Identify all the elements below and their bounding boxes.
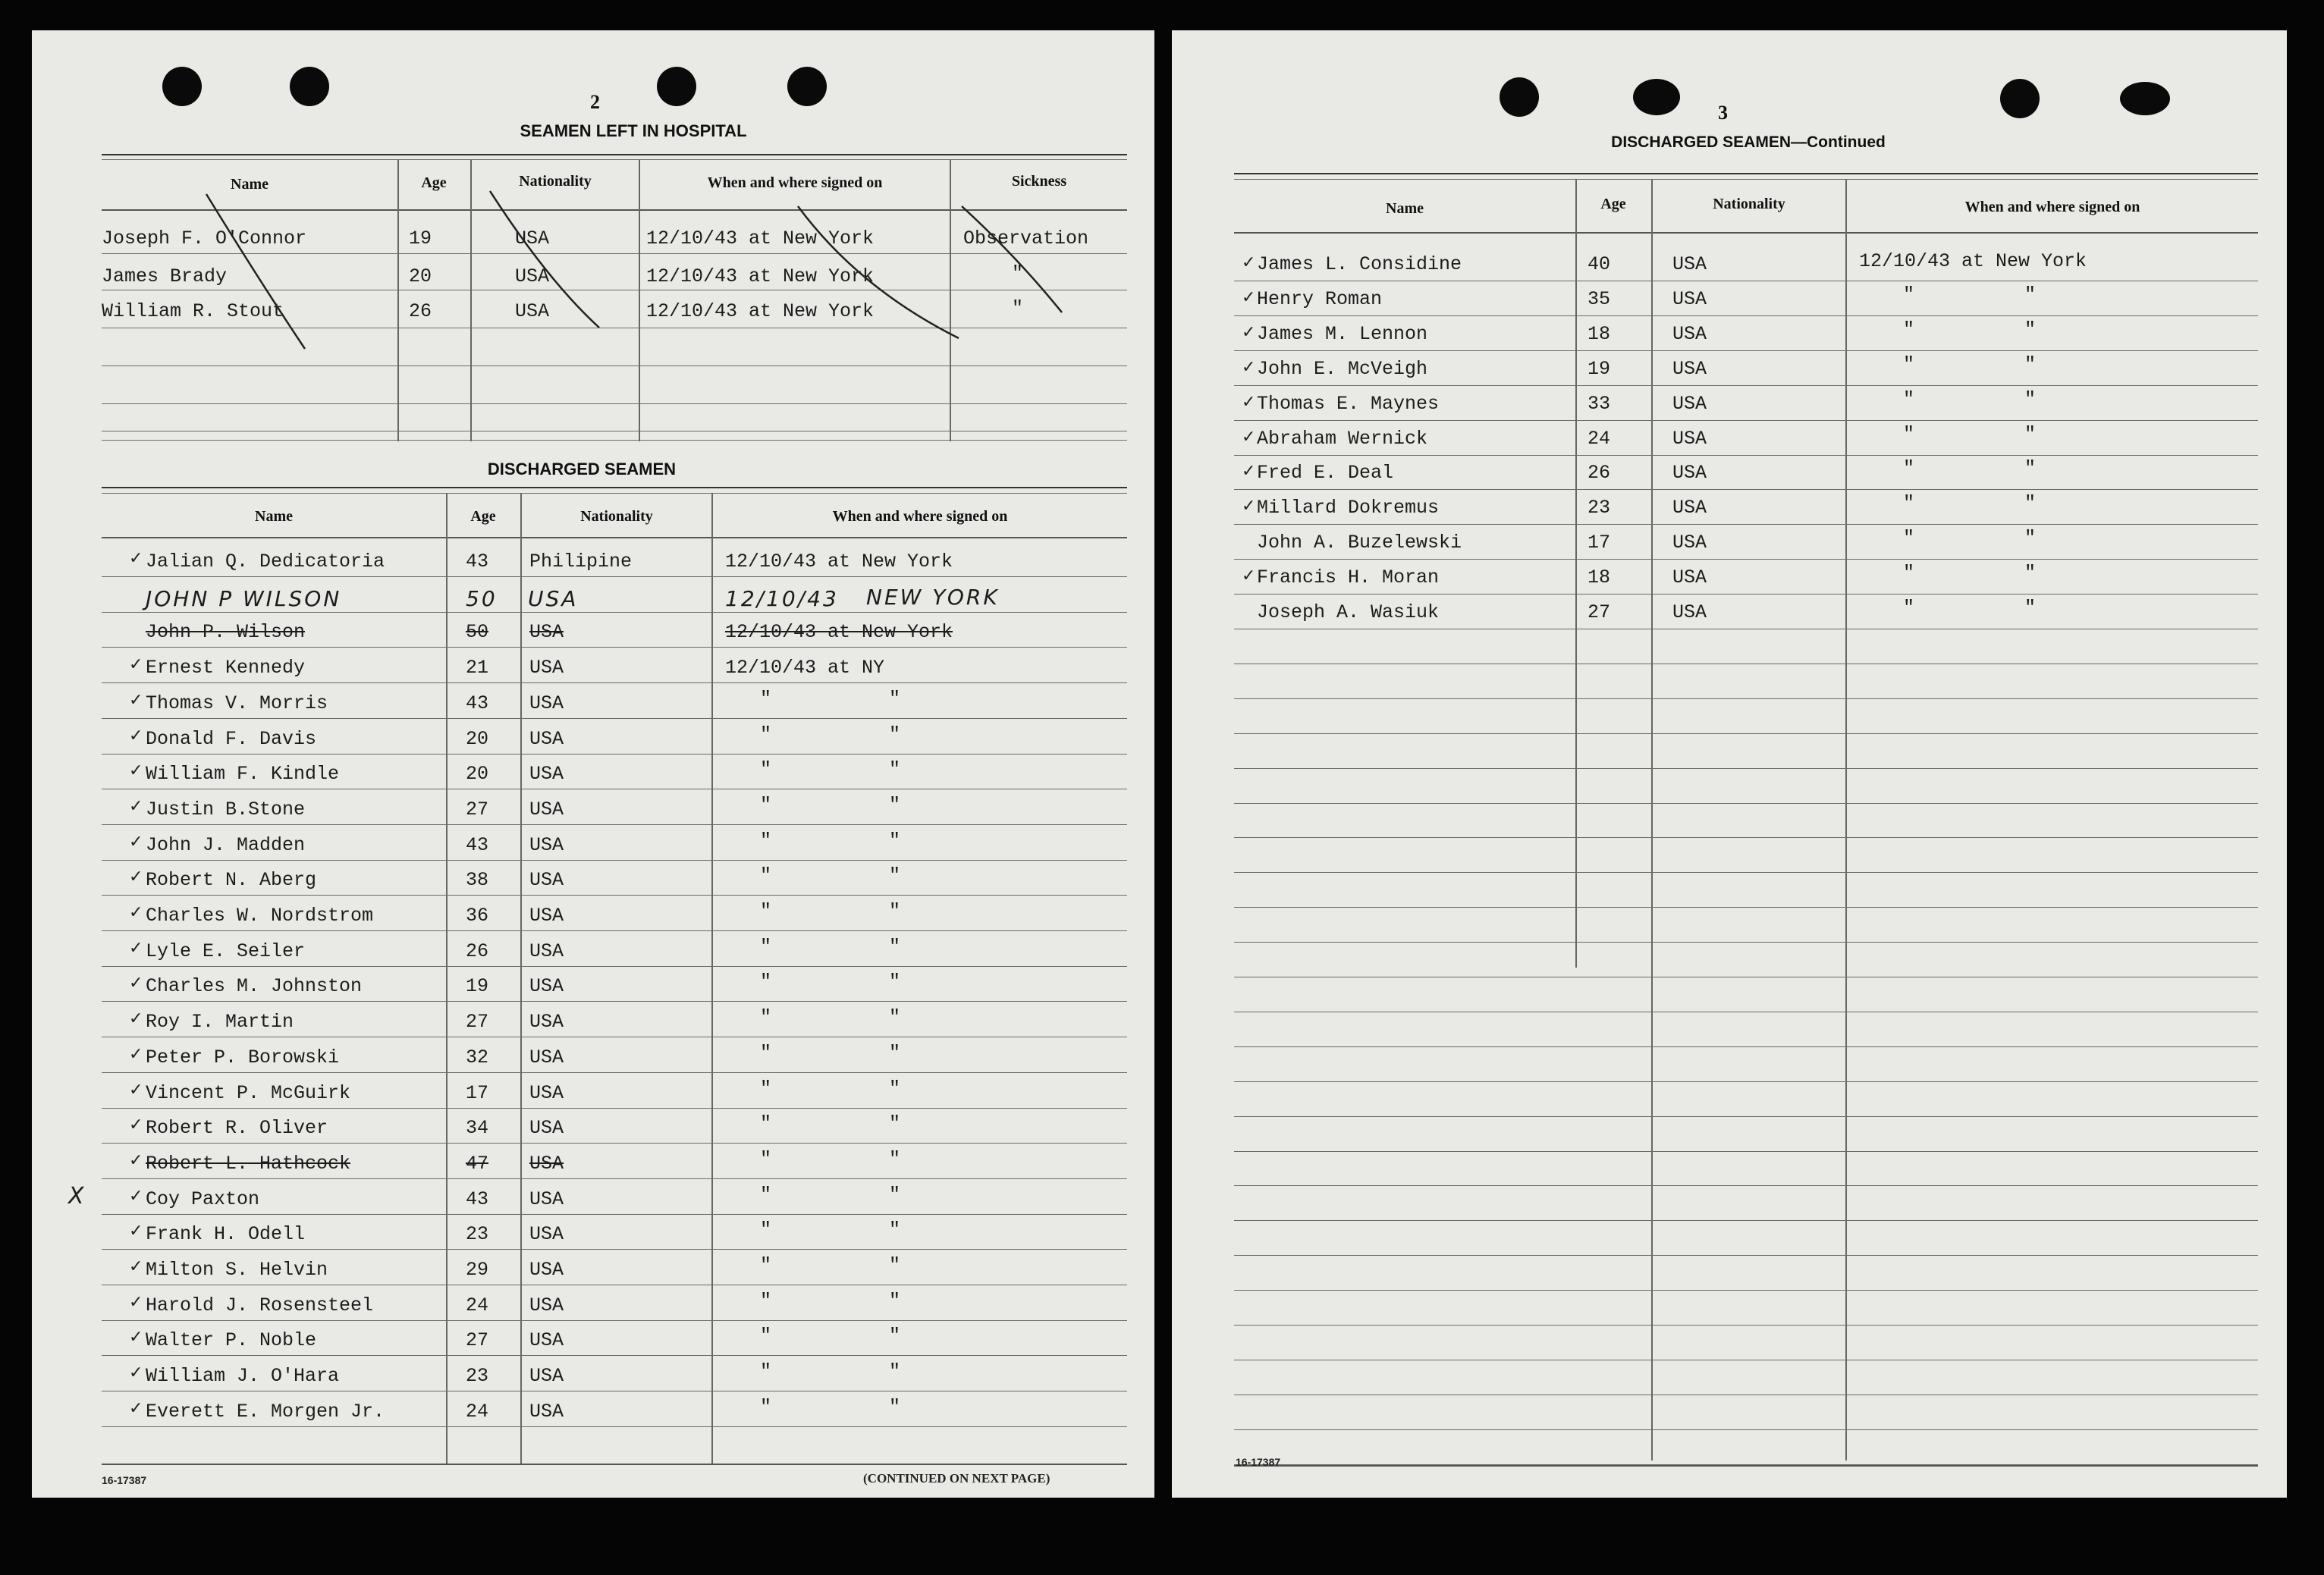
- ditto-mark: ": [1903, 422, 1915, 445]
- ditto-mark: ": [1903, 562, 1915, 585]
- seaman-name: Peter P. Borowski: [146, 1046, 340, 1068]
- ditto-mark: ": [2024, 353, 2037, 375]
- seaman-age: 29: [466, 1259, 489, 1281]
- ditto-mark: ": [889, 1289, 901, 1312]
- ditto-mark: ": [889, 1325, 901, 1348]
- rule: [1234, 489, 2258, 490]
- check-mark: ✓: [129, 726, 143, 745]
- rule: [1234, 907, 2258, 908]
- seaman-name: Joseph A. Wasiuk: [1257, 601, 1440, 623]
- rule: [1234, 1046, 2258, 1047]
- rule: [1234, 385, 2258, 386]
- rule: [1234, 768, 2258, 769]
- ditto-mark: ": [889, 1041, 901, 1064]
- seaman-nationality: USA: [1672, 427, 1707, 450]
- check-mark: ✓: [129, 1257, 143, 1276]
- seaman-name: Abraham Wernick: [1257, 427, 1428, 450]
- seaman-age: 40: [1588, 253, 1611, 275]
- ditto-mark: ": [760, 864, 772, 887]
- ditto-mark: ": [889, 1006, 901, 1029]
- check-mark: ✓: [129, 655, 143, 675]
- seaman-age: 43: [466, 692, 489, 714]
- seaman-name: Lyle E. Seiler: [146, 940, 306, 962]
- seaman-age: 18: [1588, 322, 1611, 345]
- signed-on: 12/10/43 at New York: [646, 227, 875, 249]
- ditto-mark: ": [889, 1254, 901, 1276]
- seaman-nationality: Philipine: [529, 551, 633, 573]
- check-mark: ✓: [129, 1328, 143, 1348]
- page-number: 2: [590, 91, 600, 113]
- seaman-nationality: USA: [529, 905, 564, 927]
- punch-hole: [2120, 82, 2170, 115]
- column-divider: [1845, 179, 1847, 1460]
- seaman-age: 38: [466, 869, 489, 892]
- check-mark: ✓: [1242, 462, 1256, 482]
- ditto-mark: ": [760, 1395, 772, 1418]
- check-mark: ✓: [1242, 253, 1256, 272]
- seaman-age: 26: [409, 300, 432, 322]
- ditto-mark: ": [1903, 318, 1915, 340]
- seaman-nationality: USA: [1672, 287, 1707, 310]
- seaman-nationality: USA: [529, 1188, 564, 1210]
- check-mark: ✓: [129, 1222, 143, 1241]
- rule: [1234, 1290, 2258, 1291]
- signed-on-date: 12/10/43: [725, 585, 839, 611]
- ditto-mark: ": [2024, 492, 2037, 515]
- seaman-name: Frank H. Odell: [146, 1223, 306, 1246]
- seaman-nationality: USA: [529, 1081, 564, 1104]
- seaman-age: 36: [466, 905, 489, 927]
- check-mark: ✓: [129, 903, 143, 922]
- ditto-mark: ": [889, 1395, 901, 1418]
- check-mark: ✓: [1242, 427, 1256, 447]
- signed-on-place: NEW YORK: [866, 584, 1000, 610]
- seaman-nationality: USA: [1672, 392, 1707, 415]
- seaman-name: Robert N. Aberg: [146, 869, 317, 892]
- seaman-name: Everett E. Morgen Jr.: [146, 1400, 385, 1423]
- ditto-mark: ": [2024, 597, 2037, 619]
- check-mark: ✓: [129, 761, 143, 781]
- col-header-nationality: Nationality: [580, 508, 653, 525]
- seaman-name: James M. Lennon: [1257, 322, 1428, 345]
- ditto-mark: ": [760, 1289, 772, 1312]
- seaman-age: 43: [466, 1188, 489, 1210]
- col-header-name: Name: [1386, 200, 1424, 217]
- ditto-mark: ": [1903, 492, 1915, 515]
- seaman-name: Joseph F. O'Connor: [102, 227, 307, 249]
- ditto-mark: ": [889, 1219, 901, 1241]
- ditto-mark: ": [889, 1112, 901, 1135]
- seaman-name: Millard Dokremus: [1257, 497, 1440, 519]
- ditto-mark: ": [889, 687, 901, 710]
- seaman-age: 24: [466, 1400, 489, 1423]
- seaman-name: Thomas E. Maynes: [1257, 392, 1440, 415]
- ditto-mark: ": [2024, 318, 2037, 340]
- seaman-nationality: USA: [529, 1011, 564, 1034]
- ditto-mark: ": [889, 758, 901, 781]
- seaman-age: 43: [466, 551, 489, 573]
- pen-stroke: [798, 206, 959, 338]
- seaman-name: Francis H. Moran: [1257, 566, 1440, 589]
- seaman-nationality: USA: [529, 833, 564, 856]
- seaman-age: 20: [466, 727, 489, 750]
- ditto-mark: ": [760, 1183, 772, 1206]
- seaman-age: 43: [466, 833, 489, 856]
- rule: [1234, 942, 2258, 943]
- seaman-name: John E. McVeigh: [1257, 357, 1428, 380]
- col-header-nationality: Nationality: [1713, 196, 1785, 212]
- seaman-name: Charles M. Johnston: [146, 975, 363, 998]
- ditto-mark: ": [2024, 387, 2037, 410]
- pen-strokes: [32, 30, 1154, 1498]
- seaman-nationality: USA: [529, 1329, 564, 1352]
- check-mark: ✓: [129, 1115, 143, 1135]
- column-divider: [1575, 179, 1577, 968]
- ditto-mark: ": [889, 723, 901, 745]
- ditto-mark: ": [889, 1360, 901, 1383]
- seaman-nationality: USA: [529, 1046, 564, 1068]
- ditto-mark: ": [2024, 527, 2037, 550]
- ditto-mark: ": [889, 1147, 901, 1170]
- check-mark: ✓: [1242, 392, 1256, 412]
- check-mark: ✓: [129, 1398, 143, 1418]
- seaman-age: 23: [1588, 497, 1611, 519]
- ditto-mark: ": [760, 687, 772, 710]
- seaman-age: 26: [466, 940, 489, 962]
- col-header-nationality: Nationality: [519, 173, 592, 190]
- seaman-name: John A. Buzelewski: [1257, 532, 1462, 554]
- pen-stroke: [962, 206, 1062, 312]
- check-mark: ✓: [129, 1363, 143, 1383]
- seaman-age: 27: [466, 798, 489, 820]
- ditto-mark: ": [760, 1006, 772, 1029]
- seaman-nationality: USA: [1672, 462, 1707, 485]
- seaman-age: 24: [466, 1294, 489, 1316]
- check-mark: ✓: [129, 974, 143, 993]
- seaman-nationality: USA: [529, 621, 564, 644]
- seaman-age: 20: [409, 265, 432, 287]
- check-mark: ✓: [1242, 287, 1256, 307]
- seaman-age: 27: [466, 1011, 489, 1034]
- seaman-name: Vincent P. McGuirk: [146, 1081, 351, 1104]
- seaman-name: Charles W. Nordstrom: [146, 905, 374, 927]
- continued-note: (CONTINUED ON NEXT PAGE): [863, 1471, 1051, 1486]
- seaman-nationality: USA: [529, 940, 564, 962]
- signed-on-date: 12/10/43 at New York: [725, 551, 953, 573]
- seaman-age: 17: [466, 1081, 489, 1104]
- check-mark: ✓: [129, 549, 143, 568]
- seaman-nationality: USA: [1672, 532, 1707, 554]
- col-header-sickness: Sickness: [1011, 173, 1067, 190]
- rule: [1234, 173, 2258, 174]
- rule: [1234, 559, 2258, 560]
- rule: [1234, 232, 2258, 234]
- sickness: ": [1012, 262, 1024, 284]
- seaman-nationality: USA: [529, 1294, 564, 1316]
- col-header-when-where: When and where signed on: [1964, 199, 2140, 215]
- check-mark: ✓: [129, 832, 143, 852]
- hospital-title: SEAMEN LEFT IN HOSPITAL: [520, 121, 747, 140]
- seaman-age: 27: [466, 1329, 489, 1352]
- ditto-mark: ": [889, 829, 901, 852]
- ditto-mark: ": [2024, 422, 2037, 445]
- form-number: 16-17387: [102, 1474, 147, 1486]
- seaman-nationality: USA: [529, 657, 564, 679]
- seaman-nationality: USA: [1672, 322, 1707, 345]
- seaman-age: 19: [409, 227, 432, 249]
- ditto-mark: ": [889, 864, 901, 887]
- check-mark: ✓: [1242, 357, 1256, 377]
- signed-on-date: 12/10/43 at NY: [725, 657, 885, 679]
- pen-stroke: [490, 191, 599, 328]
- rule: [1234, 350, 2258, 351]
- check-mark: ✓: [1242, 497, 1256, 516]
- check-mark: ✓: [129, 1292, 143, 1312]
- check-mark: ✓: [129, 796, 143, 816]
- rule: [1234, 455, 2258, 456]
- seaman-name: Fred E. Deal: [1257, 462, 1394, 485]
- rule: [1234, 872, 2258, 873]
- seaman-age: 20: [466, 763, 489, 786]
- ditto-mark: ": [760, 1041, 772, 1064]
- ditto-mark: ": [760, 1077, 772, 1100]
- seaman-name: William F. Kindle: [146, 763, 340, 786]
- seaman-age: 35: [1588, 287, 1611, 310]
- check-mark: ✓: [129, 1009, 143, 1029]
- ditto-mark: ": [889, 1183, 901, 1206]
- signed-on: 12/10/43 at New York: [646, 265, 875, 287]
- ditto-mark: ": [1903, 353, 1915, 375]
- rule: [1234, 179, 2258, 180]
- column-divider: [1651, 179, 1653, 1460]
- col-header-age: Age: [1600, 196, 1626, 212]
- seaman-name: JOHN P WILSON: [146, 585, 342, 611]
- ditto-mark: ": [760, 1325, 772, 1348]
- ditto-mark: ": [889, 900, 901, 922]
- check-mark: ✓: [129, 1150, 143, 1170]
- seaman-age: 50: [466, 621, 489, 644]
- check-mark: ✓: [129, 868, 143, 887]
- ditto-mark: ": [889, 971, 901, 993]
- seaman-name: James Brady: [102, 265, 228, 287]
- seaman-nationality: USA: [1672, 601, 1707, 623]
- ditto-mark: ": [760, 758, 772, 781]
- discharged-title: DISCHARGED SEAMEN: [487, 460, 677, 478]
- seaman-age: 19: [466, 975, 489, 998]
- seaman-nationality: USA: [529, 869, 564, 892]
- ditto-mark: ": [760, 1112, 772, 1135]
- seaman-nationality: USA: [529, 1117, 564, 1140]
- seaman-age: 33: [1588, 392, 1611, 415]
- seaman-age: 24: [1588, 427, 1611, 450]
- ditto-mark: ": [889, 793, 901, 816]
- seaman-nationality: USA: [529, 763, 564, 786]
- seaman-name: Henry Roman: [1257, 287, 1383, 310]
- seaman-name: Robert L. Hathcock: [146, 1152, 351, 1175]
- seaman-name: Roy I. Martin: [146, 1011, 294, 1034]
- signed-on-date: 12/10/43 at New York: [1859, 250, 2087, 272]
- rule: [1234, 420, 2258, 421]
- ditto-mark: ": [760, 971, 772, 993]
- rule: [1234, 1116, 2258, 1117]
- rule: [1234, 733, 2258, 734]
- seaman-nationality: USA: [529, 1365, 564, 1388]
- ditto-mark: ": [1903, 527, 1915, 550]
- rule: [1234, 837, 2258, 838]
- seaman-name: Coy Paxton: [146, 1188, 260, 1210]
- seaman-name: John J. Madden: [146, 833, 306, 856]
- left-page: [32, 30, 1154, 1498]
- discharged-continued-title: DISCHARGED SEAMEN—Continued: [1611, 133, 1886, 151]
- ditto-mark: ": [1903, 283, 1915, 306]
- ditto-mark: ": [2024, 562, 2037, 585]
- col-header-age: Age: [470, 508, 496, 525]
- rule: [1234, 1255, 2258, 1256]
- seaman-name: Thomas V. Morris: [146, 692, 328, 714]
- check-mark: ✓: [129, 690, 143, 710]
- rule: [1234, 1081, 2258, 1082]
- seaman-nationality: USA: [529, 1152, 564, 1175]
- page-number: 3: [1718, 102, 1728, 124]
- seaman-age: 32: [466, 1046, 489, 1068]
- rule: [1234, 1429, 2258, 1430]
- col-header-name: Name: [231, 176, 269, 193]
- ditto-mark: ": [1903, 387, 1915, 410]
- seaman-nationality: USA: [528, 585, 579, 611]
- seaman-name: Milton S. Helvin: [146, 1259, 328, 1281]
- seaman-nationality: USA: [529, 727, 564, 750]
- x-mark: X: [68, 1183, 86, 1209]
- ditto-mark: ": [889, 1077, 901, 1100]
- rule: [1234, 1185, 2258, 1186]
- seaman-age: 50: [466, 585, 498, 611]
- check-mark: ✓: [129, 938, 143, 958]
- rule: [1234, 1151, 2258, 1152]
- seaman-age: 19: [1588, 357, 1611, 380]
- ditto-mark: ": [2024, 457, 2037, 480]
- sickness: ": [1012, 297, 1024, 319]
- seaman-nationality: USA: [1672, 253, 1707, 275]
- ditto-mark: ": [760, 1360, 772, 1383]
- rule: [1234, 594, 2258, 595]
- check-mark: ✓: [1242, 322, 1256, 342]
- ditto-mark: ": [760, 1254, 772, 1276]
- seaman-name: James L. Considine: [1257, 253, 1462, 275]
- seaman-age: 17: [1588, 532, 1611, 554]
- seaman-nationality: USA: [529, 1259, 564, 1281]
- seaman-age: 47: [466, 1152, 489, 1175]
- col-header-name: Name: [255, 508, 293, 525]
- col-header-when-where: When and where signed on: [707, 174, 883, 191]
- seaman-nationality: USA: [515, 227, 550, 249]
- seaman-age: 23: [466, 1223, 489, 1246]
- rule: [1234, 698, 2258, 699]
- seaman-name: Robert R. Oliver: [146, 1117, 328, 1140]
- sickness: Observation: [963, 227, 1089, 249]
- seaman-nationality: USA: [1672, 357, 1707, 380]
- seaman-age: 26: [1588, 462, 1611, 485]
- check-mark: ✓: [129, 1186, 143, 1206]
- check-mark: ✓: [1242, 566, 1256, 586]
- right-page: [1172, 30, 2287, 1498]
- seaman-age: 21: [466, 657, 489, 679]
- pen-stroke: [206, 194, 305, 349]
- col-header-when-where: When and where signed on: [832, 508, 1008, 525]
- seaman-nationality: USA: [515, 265, 550, 287]
- seaman-age: 18: [1588, 566, 1611, 589]
- ditto-mark: ": [1903, 457, 1915, 480]
- seaman-age: 27: [1588, 601, 1611, 623]
- rule: [1234, 1325, 2258, 1326]
- seaman-nationality: USA: [1672, 566, 1707, 589]
- seaman-nationality: USA: [529, 692, 564, 714]
- seaman-name: Walter P. Noble: [146, 1329, 317, 1352]
- seaman-name: Jalian Q. Dedicatoria: [146, 551, 385, 573]
- seaman-age: 23: [466, 1365, 489, 1388]
- ditto-mark: ": [760, 723, 772, 745]
- ditto-mark: ": [2024, 283, 2037, 306]
- col-header-age: Age: [421, 174, 447, 191]
- seaman-nationality: USA: [1672, 497, 1707, 519]
- form-number: 16-17387: [1236, 1456, 1281, 1468]
- rule: [1234, 1220, 2258, 1221]
- seaman-name: John P. Wilson: [146, 621, 306, 644]
- check-mark: ✓: [129, 1044, 143, 1064]
- ditto-mark: ": [760, 1219, 772, 1241]
- ditto-mark: ": [760, 829, 772, 852]
- ditto-mark: ": [1903, 597, 1915, 619]
- seaman-nationality: USA: [529, 798, 564, 820]
- seaman-name: William J. O'Hara: [146, 1365, 340, 1388]
- signed-on: 12/10/43 at New York: [646, 300, 875, 322]
- rule: [1234, 524, 2258, 525]
- punch-hole: [1500, 77, 1539, 117]
- seaman-age: 34: [466, 1117, 489, 1140]
- ditto-mark: ": [760, 1147, 772, 1170]
- rule: [1234, 1465, 2258, 1467]
- seaman-nationality: USA: [529, 1400, 564, 1423]
- seaman-name: Ernest Kennedy: [146, 657, 306, 679]
- punch-hole: [1633, 79, 1680, 115]
- signed-on-date: 12/10/43 at New York: [725, 621, 953, 644]
- punch-hole: [2000, 79, 2040, 118]
- rule: [1234, 803, 2258, 804]
- seaman-name: Donald F. Davis: [146, 727, 317, 750]
- ditto-mark: ": [889, 935, 901, 958]
- seaman-name: Harold J. Rosensteel: [146, 1294, 374, 1316]
- ditto-mark: ": [760, 900, 772, 922]
- seaman-nationality: USA: [529, 1223, 564, 1246]
- ditto-mark: ": [760, 935, 772, 958]
- seaman-name: William R. Stout: [102, 300, 284, 322]
- seaman-nationality: USA: [515, 300, 550, 322]
- rule: [1234, 315, 2258, 316]
- ditto-mark: ": [760, 793, 772, 816]
- check-mark: ✓: [129, 1080, 143, 1100]
- seaman-nationality: USA: [529, 975, 564, 998]
- seaman-name: Justin B.Stone: [146, 798, 306, 820]
